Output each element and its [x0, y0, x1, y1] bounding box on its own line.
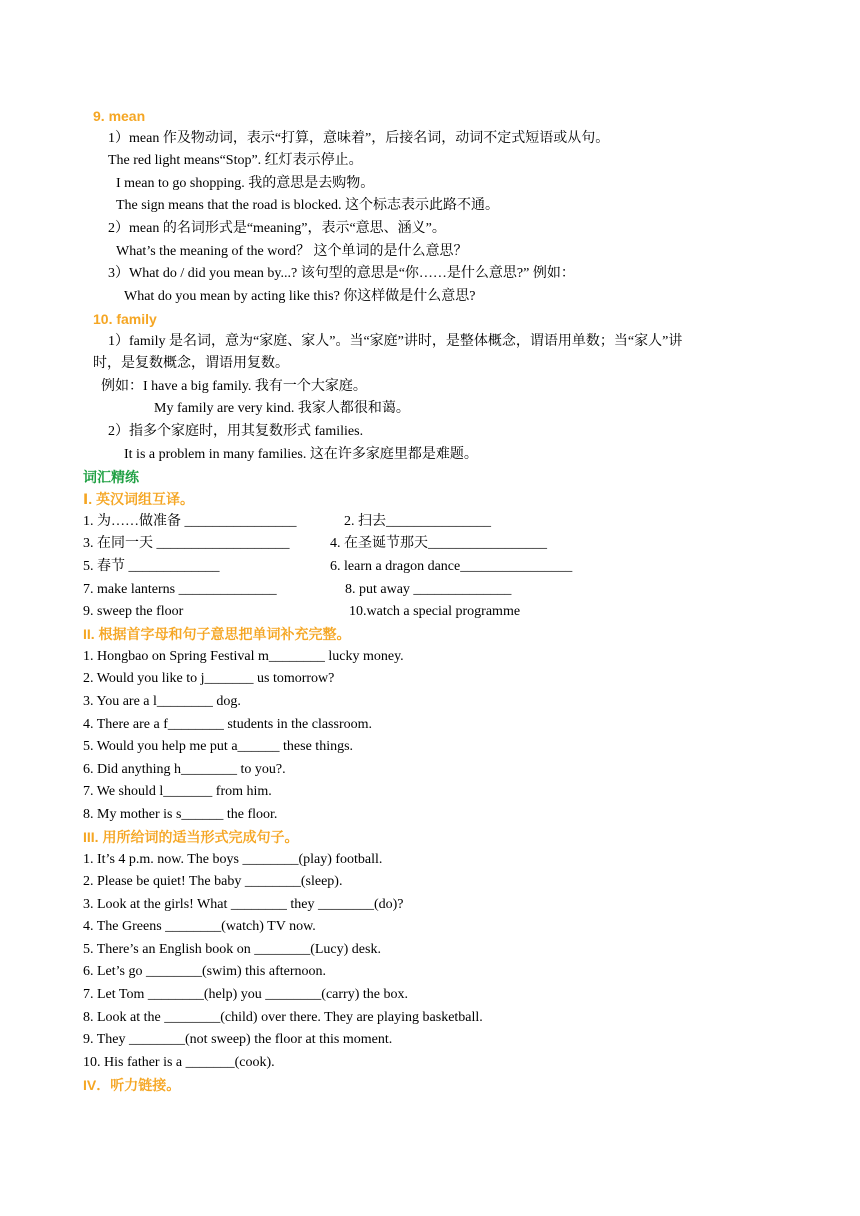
s1-row-4-left: 7. make lanterns ______________ [83, 582, 277, 597]
section-3-title: III. 用所给词的适当形式完成句子。 [83, 829, 299, 845]
s3-item: 3. Look at the girls! What ________ they ________(do)? [83, 897, 404, 912]
s3-item: 2. Please be quiet! The baby ________(sleep). [83, 874, 343, 889]
s1-row-2-right: 4. 在圣诞节那天_________________ [330, 536, 547, 551]
family-example-2: My family are very kind. 我家人都很和蔼。 [154, 401, 410, 416]
mean-example-3: The sign means that the road is blocked. 这个标志表示此路不通。 [116, 198, 499, 213]
family-example-1: 例如：I have a big family. 我有一个大家庭。 [101, 379, 367, 394]
s3-item: 4. The Greens ________(watch) TV now. [83, 919, 316, 934]
s3-item: 7. Let Tom ________(help) you ________(carry) the box. [83, 987, 408, 1002]
family-point-2: 2）指多个家庭时，用其复数形式 families. [108, 424, 364, 439]
s2-item: 1. Hongbao on Spring Festival m________ lucky money. [83, 649, 404, 664]
s3-item: 6. Let’s go ________(swim) this afternoon. [83, 964, 327, 979]
s3-item: 9. They ________(not sweep) the floor at this moment. [83, 1032, 393, 1047]
section-2-title: II. 根据首字母和句子意思把单词补充完整。 [83, 626, 351, 642]
family-example-3: It is a problem in many families. 这在许多家庭里都是难题。 [124, 447, 478, 462]
s2-item: 8. My mother is s______ the floor. [83, 807, 278, 822]
s3-item: 5. There’s an English book on ________(Lucy) desk. [83, 942, 381, 957]
family-point-1b: 时，是复数概念，谓语用复数。 [93, 356, 289, 371]
s2-item: 3. You are a l________ dog. [83, 694, 241, 709]
heading-family: 10. family [93, 311, 157, 327]
s1-row-5-right: 10.watch a special programme [349, 604, 521, 619]
s1-row-4-right: 8. put away ______________ [345, 582, 512, 597]
s2-item: 6. Did anything h________ to you?. [83, 762, 286, 777]
s1-row-5-left: 9. sweep the floor [83, 604, 184, 619]
s1-row-1-right: 2. 扫去_______________ [344, 514, 491, 529]
section-4-title: IV．听力链接。 [83, 1077, 181, 1093]
s2-item: 5. Would you help me put a______ these things. [83, 739, 354, 754]
mean-point-3: 3）What do / did you mean by...? 该句型的意思是“你……是什么意思?” 例如： [108, 266, 575, 281]
mean-example-2: I mean to go shopping. 我的意思是去购物。 [116, 176, 375, 191]
s1-row-3-right: 6. learn a dragon dance________________ [330, 559, 573, 574]
mean-example-5: What do you mean by acting like this? 你这样做是什么意思? [124, 289, 476, 304]
s3-item: 8. Look at the ________(child) over there. They are playing basketball. [83, 1010, 483, 1025]
mean-point-2: 2）mean 的名词形式是“meaning”，表示“意思、涵义”。 [108, 221, 446, 236]
practice-title: 词汇精练 [83, 469, 139, 485]
s1-row-3-left: 5. 春节 _____________ [83, 559, 220, 574]
s1-row-1-left: 1. 为……做准备 ________________ [83, 514, 297, 529]
s1-row-2-left: 3. 在同一天 ___________________ [83, 536, 290, 551]
s3-item: 10. His father is a _______(cook). [83, 1055, 275, 1070]
mean-example-1: The red light means“Stop”. 红灯表示停止。 [108, 153, 363, 168]
section-1-title: Ⅰ. 英汉词组互译。 [83, 491, 194, 507]
s2-item: 7. We should l_______ from him. [83, 784, 272, 799]
heading-mean: 9. mean [93, 108, 146, 124]
family-point-1a: 1）family 是名词，意为“家庭、家人”。当“家庭”讲时，是整体概念，谓语用单数；当“家人”讲 [108, 334, 683, 349]
s3-item: 1. It’s 4 p.m. now. The boys ________(play) football. [83, 852, 383, 867]
s2-item: 2. Would you like to j_______ us tomorrow? [83, 671, 335, 686]
mean-point-1: 1）mean 作及物动词，表示“打算，意味着”，后接名词，动词不定式短语或从句。 [108, 131, 610, 146]
s2-item: 4. There are a f________ students in the classroom. [83, 717, 373, 732]
mean-example-4: What’s the meaning of the word？ 这个单词的是什么意思？ [116, 244, 468, 259]
